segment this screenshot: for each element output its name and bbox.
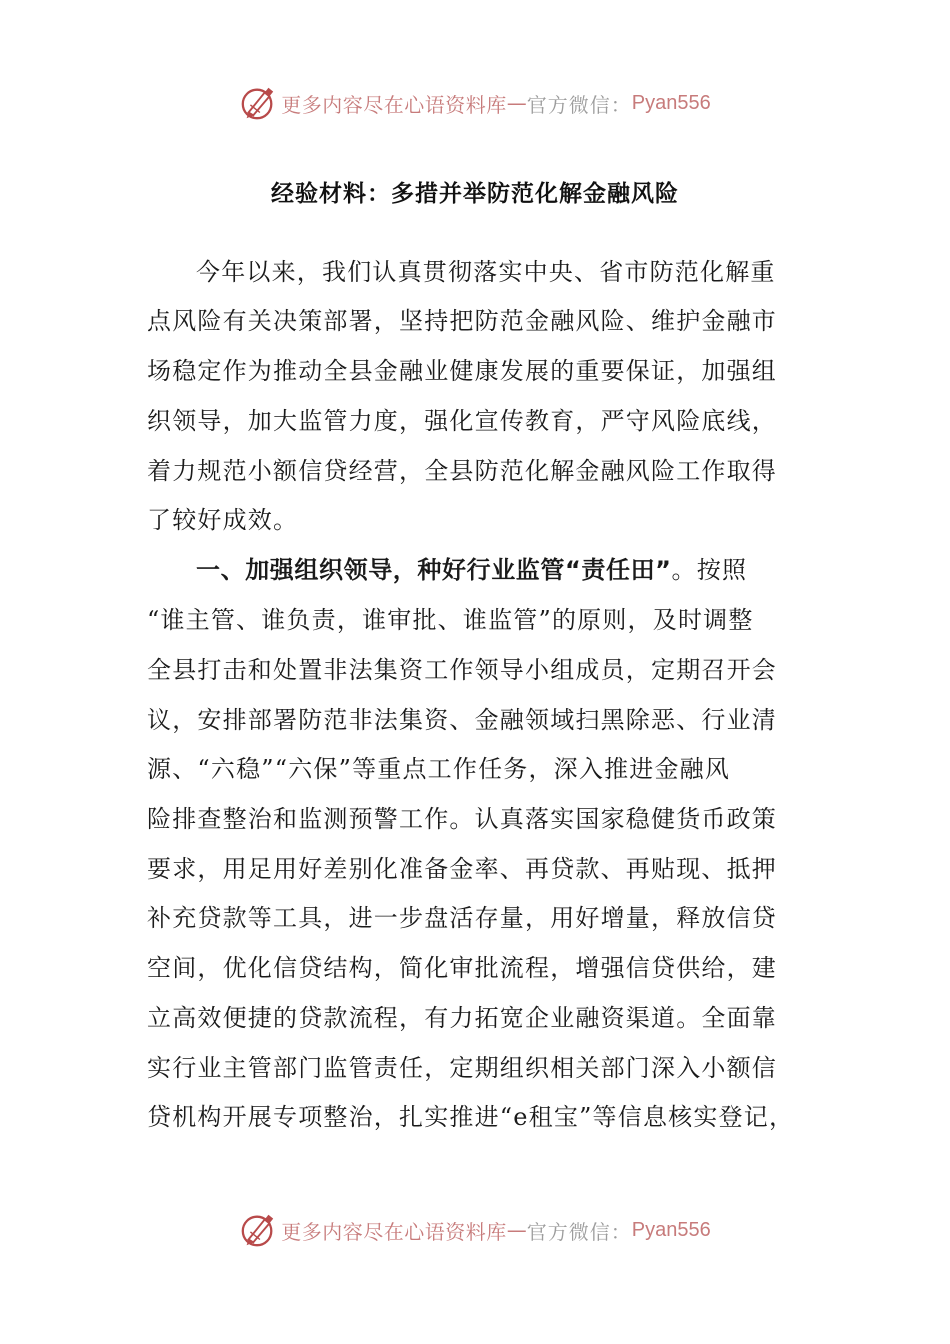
- section1-line: 议，安排部署防范非法集资、金融领域扫黑除恶、行业清: [147, 706, 777, 734]
- pen-nib-circle-icon: [239, 1211, 277, 1249]
- intro-line: 了较好成效。: [147, 506, 299, 534]
- section1-line: 险排查整治和监测预警工作。认真落实国家稳健货币政策: [147, 805, 777, 833]
- watermark-text: 更多内容尽在心语资料库: [281, 92, 507, 117]
- pen-nib-circle-icon: [239, 84, 277, 122]
- intro-line: 着力规范小额信贷经营，全县防范化解金融风险工作取得: [147, 457, 777, 485]
- header-watermark-banner: [0, 78, 950, 128]
- section1-heading-line: [196, 555, 747, 585]
- intro-line: 点风险有关决策部署，坚持把防范金融风险、维护金融市: [147, 307, 777, 335]
- footer-watermark-banner: [0, 1205, 950, 1255]
- wechat-id: Pyan556: [631, 1218, 711, 1241]
- intro-line: 今年以来，我们认真贯彻落实中央、省市防范化解重: [196, 258, 776, 286]
- section1-line: 实行业主管部门监管责任，定期组织相关部门深入小额信: [147, 1054, 777, 1082]
- wechat-id: Pyan556: [631, 91, 711, 114]
- intro-line: 织领导，加大监管力度，强化宣传教育，严守风险底线，: [147, 407, 777, 435]
- watermark-dash: —: [506, 1218, 527, 1242]
- wechat-label: 官方微信：: [526, 1219, 632, 1244]
- section-heading: 一、加强组织领导，种好行业监管“责任田”: [196, 556, 672, 584]
- section1-line: 空间，优化信贷结构，简化审批流程，增强信贷供给，建: [147, 954, 777, 982]
- section-heading-tail: 。按照: [671, 556, 748, 584]
- document-title: 经验材料：多措并举防范化解金融风险: [271, 181, 679, 207]
- section1-line: 要求，用足用好差别化准备金率、再贷款、再贴现、抵押: [147, 855, 777, 883]
- section1-line: 全县打击和处置非法集资工作领导小组成员，定期召开会: [147, 656, 777, 684]
- watermark-dash: —: [506, 91, 527, 115]
- section1-line: 源、“六稳”“六保”等重点工作任务，深入推进金融风: [147, 755, 731, 783]
- watermark-text: 更多内容尽在心语资料库: [281, 1219, 507, 1244]
- section1-line: 补充贷款等工具，进一步盘活存量，用好增量，释放信贷: [147, 904, 777, 932]
- section1-line: “谁主管、谁负责，谁审批、谁监管”的原则，及时调整: [147, 606, 754, 634]
- section1-line: 贷机构开展专项整治，扎实推进“e租宝”等信息核实登记，: [147, 1103, 795, 1131]
- wechat-label: 官方微信：: [526, 92, 632, 117]
- section1-line: 立高效便捷的贷款流程，有力拓宽企业融资渠道。全面靠: [147, 1004, 777, 1032]
- intro-line: 场稳定作为推动全县金融业健康发展的重要保证，加强组: [147, 357, 777, 385]
